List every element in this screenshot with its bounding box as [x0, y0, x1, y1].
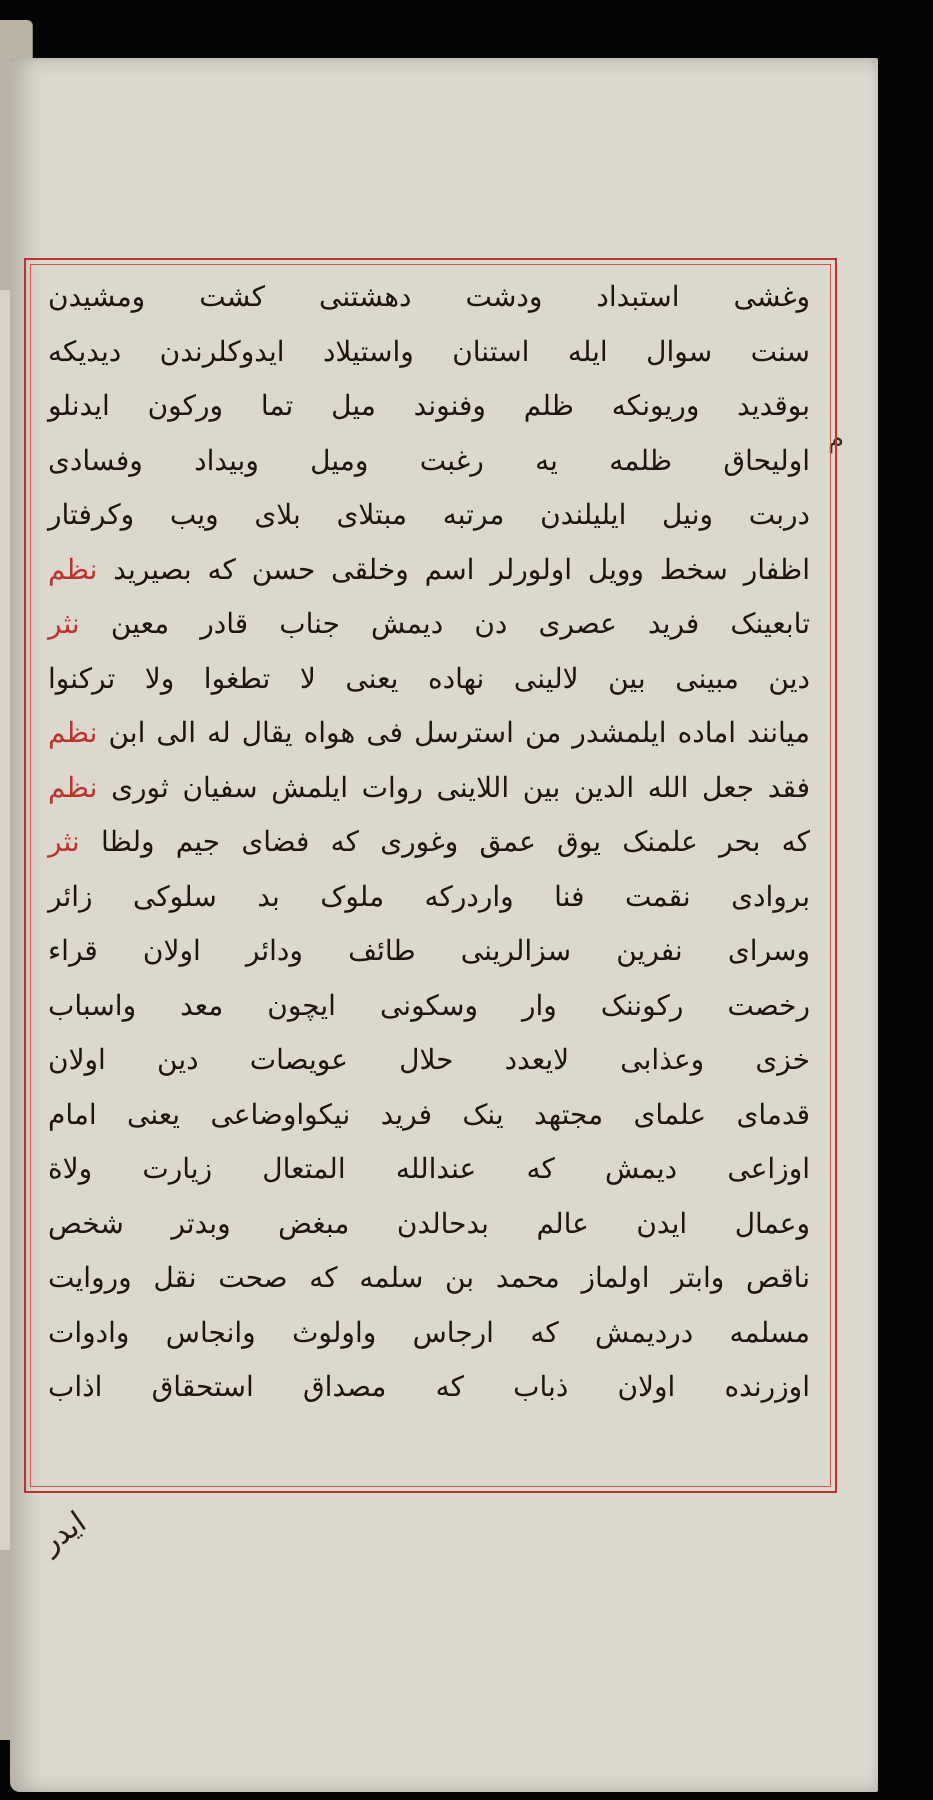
- rubric-word: نظم: [48, 770, 98, 804]
- text-line: [34, 652, 824, 707]
- text-line: [34, 1306, 824, 1361]
- line-text: رخصت رکوننک وار وسکونی ایچون معد واسباب: [48, 988, 810, 1022]
- text-line: [34, 597, 824, 652]
- line-text: خزی وعذابی لایعدد حلال عویصات دین اولان: [48, 1043, 810, 1076]
- text-line: [34, 488, 824, 543]
- line-text: سنت سوال ایله استنان واستیلاد ایدوکلرندن دیدیکه: [48, 334, 810, 368]
- line-text: بوقدید وریونکه ظلم وفنوند میل تما ورکون ایدنلو: [48, 389, 810, 422]
- text-line: [34, 706, 824, 761]
- text-line: [34, 870, 824, 925]
- line-text: دین مبینی بین لالینی نهاده یعنی لا تطغوا ولا ترکنوا: [48, 661, 810, 695]
- line-text: فقد جعل الله الدین بین اللاینی روات ایلمش سفیان ثوری: [111, 770, 810, 804]
- text-line: [34, 325, 824, 380]
- line-text: وغشی استبداد ودشت دهشتنی کشت ومشیدن: [48, 280, 810, 313]
- line-text: اوزرنده اولان ذباب که مصداق استحقاق اذاب: [48, 1370, 810, 1403]
- text-block: [34, 270, 824, 1415]
- text-line: [34, 1142, 824, 1197]
- line-text: اظفار سخط وویل اولورلر اسم وخلقی حسن که بصیرید: [113, 552, 811, 586]
- text-line: [34, 1360, 824, 1415]
- folio-mark: م: [828, 424, 845, 454]
- text-line: [34, 379, 824, 434]
- text-line: [34, 543, 824, 598]
- catchword: ایدر: [34, 1504, 93, 1561]
- rubric-word: نظم: [48, 552, 98, 586]
- text-line: [34, 1251, 824, 1306]
- line-text: بروادی نقمت فنا واردرکه ملوک بد سلوکی زائر: [48, 879, 810, 913]
- line-text: اولیحاق ظلمه یه رغبت ومیل وبیداد وفسادی: [48, 443, 810, 477]
- rubric-word: نظم: [48, 716, 98, 749]
- line-text: اوزاعی دیمش که عندالله المتعال زیارت ولاة: [48, 1152, 810, 1185]
- line-text: قدمای علمای مجتهد ینک فرید نیکواوضاعی یعنی امام: [48, 1097, 810, 1131]
- line-text: وسرای نفرین سزالرینی طائف ودائر اولان قراء: [48, 934, 810, 967]
- text-line: [34, 924, 824, 979]
- rubric-word: نثر: [48, 825, 80, 858]
- line-text: وعمال ایدن عالم بدحالدن مبغض وبدتر شخص: [48, 1206, 810, 1240]
- text-line: [34, 270, 824, 325]
- text-line: [34, 1033, 824, 1088]
- text-line: [34, 1197, 824, 1252]
- line-text: که بحر علمنک یوق عمق وغوری که فضای جیم ولظا: [100, 825, 810, 858]
- line-text: تابعینک فرید عصری دن دیمش جناب قادر معین: [110, 607, 810, 640]
- text-line: [34, 1088, 824, 1143]
- line-text: مسلمه دردیمش که ارجاس واولوث وانجاس وادوات: [48, 1315, 810, 1349]
- text-line: [34, 761, 824, 816]
- line-text: میانند اماده ایلمشدر من استرسل فی هواه یقال له الی ابن: [108, 716, 810, 749]
- text-line: [34, 815, 824, 870]
- text-line: [34, 434, 824, 489]
- line-text: دربت ونیل ایلیلندن مرتبه مبتلای بلای ویب وکرفتار: [48, 498, 810, 531]
- line-text: ناقص وابتر اولماز محمد بن سلمه که صحت نقل وروایت: [48, 1261, 810, 1294]
- text-line: [34, 979, 824, 1034]
- rubric-word: نثر: [48, 607, 80, 640]
